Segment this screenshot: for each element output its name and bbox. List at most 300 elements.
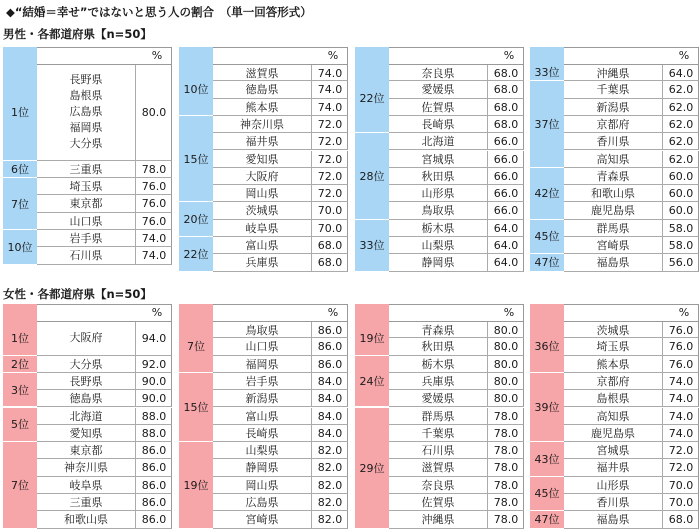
- prefecture-name: 千葉県: [596, 83, 630, 97]
- table-row: [213, 373, 348, 390]
- rank-label: 6位: [3, 161, 37, 178]
- prefecture-name: 佐賀県: [421, 496, 455, 509]
- male-section-heading: 男性・各都道府県【n=50】: [3, 27, 152, 41]
- rank-label: 45位: [530, 477, 564, 512]
- prefecture-name: 岩手県: [245, 374, 279, 388]
- prefecture-name: 石川県: [421, 444, 455, 458]
- table-row: [37, 247, 172, 264]
- prefecture-name: 熊本県: [596, 357, 630, 371]
- rank-label: 7位: [3, 178, 37, 230]
- prefecture-name: 奈良県: [421, 478, 455, 492]
- table-row: [213, 220, 348, 237]
- table-row: [213, 185, 348, 202]
- prefecture-name: 北海道: [421, 135, 455, 149]
- table-row: [389, 425, 524, 442]
- percent-value: 78.0: [135, 161, 172, 178]
- rank-label: 33位: [355, 220, 389, 272]
- table-row: [213, 408, 348, 425]
- percent-value: 68.0: [487, 99, 524, 116]
- percent-value: 88.0: [135, 425, 172, 442]
- prefecture-name: 京都府: [596, 374, 630, 388]
- table-row: [213, 151, 348, 168]
- prefecture-name: 山梨県: [245, 444, 279, 458]
- table-row: [389, 459, 524, 476]
- table-row: [213, 442, 348, 459]
- prefecture-name: 山形県: [596, 478, 630, 492]
- percent-label: %: [503, 306, 515, 319]
- rank-label: 7位: [3, 442, 37, 529]
- table-row: [564, 338, 699, 355]
- rank-label: 15位: [179, 116, 213, 203]
- rank-column-header: [530, 47, 564, 64]
- table-row: [389, 442, 524, 459]
- grouped-row: [37, 321, 172, 356]
- percent-value: 76.0: [662, 338, 699, 355]
- percent-value: 76.0: [135, 178, 172, 195]
- prefecture-name: 福井県: [245, 135, 279, 149]
- prefecture-name: 滋賀県: [245, 67, 279, 80]
- table-row: [564, 133, 699, 150]
- percent-value: 90.0: [135, 390, 172, 407]
- table-row: [37, 442, 172, 459]
- table-row: [213, 99, 348, 116]
- percent-label: %: [678, 306, 690, 319]
- rank-column-header: [3, 47, 37, 64]
- percent-value: 74.0: [662, 408, 699, 425]
- rank-label: 47位: [530, 511, 564, 528]
- prefecture-name: 愛媛県: [421, 392, 455, 406]
- table-row: [37, 161, 172, 178]
- percent-value: 62.0: [662, 116, 699, 133]
- prefecture-name: 香川県: [596, 135, 630, 149]
- value-column-header: [213, 304, 348, 321]
- table-header: [530, 47, 699, 64]
- prefecture-name: 静岡県: [421, 256, 455, 270]
- percent-value: 76.0: [135, 195, 172, 212]
- rank-label: 22位: [355, 64, 389, 133]
- table-row: [389, 408, 524, 425]
- table-row: [389, 373, 524, 390]
- table-row: [389, 168, 524, 185]
- percent-value: 86.0: [311, 356, 348, 373]
- prefecture-name: 広島県: [69, 105, 103, 119]
- prefecture-name: 島根県: [69, 89, 103, 103]
- table-row: [564, 237, 699, 254]
- prefecture-name: 高知県: [596, 409, 630, 423]
- percent-value: 56.0: [662, 254, 699, 271]
- table-row: [213, 116, 348, 133]
- prefecture-name: 群馬県: [421, 409, 455, 423]
- percent-value: 72.0: [311, 133, 348, 150]
- table-row: [564, 99, 699, 116]
- percent-value: 66.0: [487, 202, 524, 219]
- prefecture-name: 和歌山県: [591, 187, 635, 201]
- value-column-header: [213, 47, 348, 64]
- table-row: [213, 81, 348, 98]
- table-row: [37, 511, 172, 528]
- prefecture-name: 鹿児島県: [591, 204, 635, 218]
- table-row: [213, 390, 348, 407]
- table-header: [355, 304, 524, 321]
- rank-label: 3位: [3, 373, 37, 408]
- table-row: [389, 321, 524, 338]
- table-row: [564, 494, 699, 511]
- rank-label: 43位: [530, 442, 564, 477]
- percent-value: 70.0: [662, 494, 699, 511]
- prefecture-name: 香川県: [596, 496, 630, 509]
- percent-value: 86.0: [135, 511, 172, 528]
- rank-label: 10位: [3, 230, 37, 265]
- prefecture-name: 東京都: [69, 197, 103, 211]
- table-row: [389, 64, 524, 81]
- prefecture-name: 富山県: [245, 409, 279, 423]
- value-column-header: [37, 47, 172, 64]
- percent-value: 74.0: [662, 390, 699, 407]
- table-row: [37, 408, 172, 425]
- rank-label: 39位: [530, 373, 564, 442]
- percent-value: 74.0: [311, 65, 348, 82]
- table-row: [37, 356, 172, 373]
- percent-value: 72.0: [662, 442, 699, 459]
- rank-label: 15位: [179, 373, 213, 442]
- prefecture-name: 広島県: [245, 496, 279, 509]
- prefecture-name: 岡山県: [245, 478, 279, 492]
- rank-label: 5位: [3, 408, 37, 443]
- table-row: [564, 390, 699, 407]
- percent-value: 86.0: [135, 477, 172, 494]
- percent-value: 68.0: [311, 254, 348, 271]
- prefecture-name: 秋田県: [421, 340, 455, 354]
- prefecture-name: 新潟県: [596, 100, 630, 114]
- prefecture-name: 茨城県: [245, 204, 279, 218]
- percent-value: 86.0: [135, 442, 172, 459]
- table-row: [564, 442, 699, 459]
- rank-label: 22位: [179, 237, 213, 272]
- table-row: [389, 99, 524, 116]
- prefecture-name: 福井県: [596, 461, 630, 475]
- rank-label: 42位: [530, 168, 564, 220]
- prefecture-name: 島根県: [596, 392, 630, 406]
- percent-value: 88.0: [135, 408, 172, 425]
- prefecture-name: 三重県: [69, 496, 103, 509]
- percent-value: 68.0: [487, 65, 524, 82]
- table-row: [389, 133, 524, 150]
- percent-value: 80.0: [487, 338, 524, 355]
- prefecture-name: 兵庫県: [421, 374, 455, 388]
- rank-label: 2位: [3, 356, 37, 373]
- table-row: [389, 390, 524, 407]
- table-row: [564, 116, 699, 133]
- table-row: [564, 425, 699, 442]
- prefecture-name: 山口県: [245, 340, 279, 354]
- percent-value: 82.0: [311, 477, 348, 494]
- percent-value: 76.0: [135, 213, 172, 230]
- percent-value: 92.0: [135, 356, 172, 373]
- rank-column-header: [355, 304, 389, 321]
- percent-value: 68.0: [487, 81, 524, 98]
- prefecture-name: 福岡県: [245, 357, 279, 371]
- rank-label: 19位: [355, 321, 389, 356]
- percent-value: 78.0: [487, 477, 524, 494]
- value-column-header: [564, 47, 699, 64]
- rank-label: 1位: [3, 321, 37, 356]
- prefecture-name: 新潟県: [245, 392, 279, 406]
- prefecture-name: 沖縄県: [421, 513, 455, 527]
- percent-value: 74.0: [662, 425, 699, 442]
- table-row: [389, 511, 524, 528]
- percent-label: %: [678, 49, 690, 62]
- percent-value: 84.0: [311, 373, 348, 390]
- table-header: [179, 304, 348, 321]
- table-header: [3, 304, 172, 321]
- rank-label: 20位: [179, 202, 213, 237]
- percent-value: 86.0: [135, 459, 172, 476]
- percent-value: 78.0: [487, 442, 524, 459]
- table-row: [37, 230, 172, 247]
- rank-label: 7位: [179, 321, 213, 373]
- percent-value: 74.0: [311, 99, 348, 116]
- table-row: [564, 356, 699, 373]
- prefecture-name: 静岡県: [245, 461, 279, 475]
- percent-value: 76.0: [662, 356, 699, 373]
- rank-label: 37位: [530, 81, 564, 168]
- percent-value: 80.0: [135, 65, 172, 160]
- table-row: [564, 168, 699, 185]
- percent-value: 66.0: [487, 133, 524, 150]
- prefecture-name: 秋田県: [421, 169, 455, 183]
- prefecture-name: 山口県: [69, 214, 103, 228]
- percent-label: %: [151, 306, 163, 319]
- table-row: [213, 425, 348, 442]
- table-row: [213, 338, 348, 355]
- percent-value: 84.0: [311, 390, 348, 407]
- prefecture-name: 愛知県: [69, 426, 103, 440]
- percent-value: 78.0: [487, 408, 524, 425]
- prefecture-name: 北海道: [69, 409, 103, 423]
- prefecture-name: 神奈川県: [240, 117, 284, 131]
- prefecture-name: 福島県: [596, 513, 630, 527]
- percent-value: 64.0: [487, 254, 524, 271]
- table-row: [564, 459, 699, 476]
- prefecture-name: 青森県: [421, 324, 455, 337]
- prefecture-name: 栃木県: [421, 221, 455, 235]
- rank-column-header: [355, 47, 389, 64]
- prefecture-name: 千葉県: [421, 426, 455, 440]
- table-row: [37, 459, 172, 476]
- percent-value: 68.0: [487, 116, 524, 133]
- prefecture-name: 兵庫県: [245, 256, 279, 270]
- table-row: [389, 220, 524, 237]
- prefecture-name: 鹿児島県: [591, 426, 635, 440]
- prefecture-name: 徳島県: [245, 83, 279, 97]
- prefecture-name: 福岡県: [69, 121, 103, 135]
- table-row: [213, 356, 348, 373]
- prefecture-name: 佐賀県: [421, 100, 455, 114]
- prefecture-name: 長崎県: [421, 117, 455, 131]
- rank-label: 36位: [530, 321, 564, 373]
- prefecture-name: 東京都: [69, 444, 103, 458]
- prefecture-name: 長野県: [69, 73, 103, 87]
- percent-value: 64.0: [487, 220, 524, 237]
- percent-value: 78.0: [487, 494, 524, 511]
- female-section-heading: 女性・各都道府県【n=50】: [3, 287, 152, 301]
- percent-value: 80.0: [487, 322, 524, 339]
- table-row: [213, 133, 348, 150]
- value-column-header: [37, 304, 172, 321]
- table-row: [37, 425, 172, 442]
- percent-label: %: [151, 49, 163, 62]
- percent-value: 72.0: [311, 185, 348, 202]
- table-row: [564, 185, 699, 202]
- prefecture-name: 鳥取県: [421, 204, 455, 218]
- table-row: [213, 459, 348, 476]
- prefecture-name: 大分県: [69, 357, 103, 371]
- percent-value: 82.0: [311, 511, 348, 528]
- rank-label: 29位: [355, 408, 389, 529]
- percent-value: 66.0: [487, 185, 524, 202]
- percent-value: 68.0: [662, 511, 699, 528]
- prefecture-name: 神奈川県: [64, 461, 108, 475]
- table-row: [213, 254, 348, 271]
- table-row: [564, 202, 699, 219]
- table-row: [564, 254, 699, 271]
- table-row: [37, 390, 172, 407]
- rank-label: 10位: [179, 64, 213, 116]
- table-row: [564, 81, 699, 98]
- table-header: [179, 47, 348, 64]
- percent-value: 60.0: [662, 185, 699, 202]
- table-row: [564, 321, 699, 338]
- percent-value: 72.0: [311, 116, 348, 133]
- prefecture-name: 高知県: [596, 152, 630, 166]
- percent-value: 66.0: [487, 151, 524, 168]
- percent-value: 74.0: [662, 373, 699, 390]
- rank-column-header: [530, 304, 564, 321]
- rank-label: 28位: [355, 133, 389, 220]
- percent-value: 86.0: [311, 338, 348, 355]
- percent-value: 72.0: [311, 151, 348, 168]
- prefecture-name: 青森県: [596, 169, 630, 183]
- grouped-row: [37, 64, 172, 161]
- prefecture-name: 茨城県: [596, 324, 630, 337]
- table-row: [389, 151, 524, 168]
- prefecture-name: 富山県: [245, 239, 279, 252]
- table-row: [37, 213, 172, 230]
- prefecture-name: 岩手県: [69, 232, 103, 246]
- table-row: [37, 195, 172, 212]
- prefecture-name: 徳島県: [69, 392, 103, 406]
- prefecture-name: 岐阜県: [69, 478, 103, 492]
- prefecture-name: 愛知県: [245, 152, 279, 166]
- table-row: [389, 237, 524, 254]
- prefecture-name: 岐阜県: [245, 221, 279, 235]
- table-row: [213, 511, 348, 528]
- percent-value: 62.0: [662, 151, 699, 168]
- percent-value: 72.0: [311, 168, 348, 185]
- rank-label: 47位: [530, 254, 564, 271]
- percent-value: 80.0: [487, 356, 524, 373]
- prefecture-name: 栃木県: [421, 357, 455, 371]
- rank-label: 33位: [530, 64, 564, 81]
- percent-value: 84.0: [311, 425, 348, 442]
- percent-value: 78.0: [487, 511, 524, 528]
- table-header: [3, 47, 172, 64]
- percent-value: 66.0: [487, 168, 524, 185]
- percent-value: 80.0: [487, 390, 524, 407]
- prefecture-name: 長崎県: [245, 426, 279, 440]
- prefecture-name: 埼玉県: [69, 180, 103, 194]
- prefecture-name: 山形県: [421, 187, 455, 201]
- prefecture-name: 大阪府: [245, 169, 279, 183]
- prefecture-name: 山梨県: [421, 239, 455, 252]
- percent-label: %: [327, 306, 339, 319]
- rank-label: 19位: [179, 442, 213, 529]
- percent-value: 70.0: [662, 477, 699, 494]
- prefecture-name: 和歌山県: [64, 513, 108, 527]
- prefecture-name: 大分県: [69, 137, 103, 151]
- percent-value: 64.0: [662, 65, 699, 82]
- percent-label: %: [503, 49, 515, 62]
- prefecture-name: 石川県: [69, 249, 103, 263]
- percent-value: 74.0: [135, 230, 172, 247]
- table-row: [389, 494, 524, 511]
- prefecture-name: 宮城県: [421, 152, 455, 166]
- percent-value: 86.0: [135, 494, 172, 511]
- table-row: [564, 511, 699, 528]
- percent-value: 74.0: [311, 81, 348, 98]
- percent-value: 86.0: [311, 322, 348, 339]
- table-row: [213, 237, 348, 254]
- percent-value: 62.0: [662, 133, 699, 150]
- percent-value: 82.0: [311, 494, 348, 511]
- percent-value: 80.0: [487, 373, 524, 390]
- table-row: [213, 477, 348, 494]
- table-row: [213, 321, 348, 338]
- prefecture-name: 岡山県: [245, 187, 279, 201]
- prefecture-name: 長野県: [69, 374, 103, 388]
- prefecture-name: 宮崎県: [245, 513, 279, 527]
- prefecture-name: 京都府: [596, 117, 630, 131]
- rank-label: 24位: [355, 356, 389, 408]
- percent-value: 78.0: [487, 459, 524, 476]
- percent-value: 58.0: [662, 237, 699, 254]
- table-row: [37, 373, 172, 390]
- table-row: [389, 202, 524, 219]
- table-row: [564, 373, 699, 390]
- table-row: [213, 202, 348, 219]
- percent-value: 58.0: [662, 220, 699, 237]
- prefecture-name: 奈良県: [421, 67, 455, 80]
- table-row: [389, 254, 524, 271]
- table-row: [37, 494, 172, 511]
- percent-value: 94.0: [135, 322, 172, 355]
- table-row: [564, 151, 699, 168]
- table-row: [213, 64, 348, 81]
- percent-value: 72.0: [662, 459, 699, 476]
- table-row: [564, 64, 699, 81]
- table-row: [213, 494, 348, 511]
- percent-value: 82.0: [311, 459, 348, 476]
- rank-column-header: [179, 304, 213, 321]
- prefecture-name: 滋賀県: [421, 461, 455, 475]
- percent-value: 90.0: [135, 373, 172, 390]
- table-row: [564, 408, 699, 425]
- percent-value: 62.0: [662, 81, 699, 98]
- rank-column-header: [3, 304, 37, 321]
- prefecture-name: 愛媛県: [421, 83, 455, 97]
- prefecture-name: 鳥取県: [245, 324, 279, 337]
- table-row: [213, 168, 348, 185]
